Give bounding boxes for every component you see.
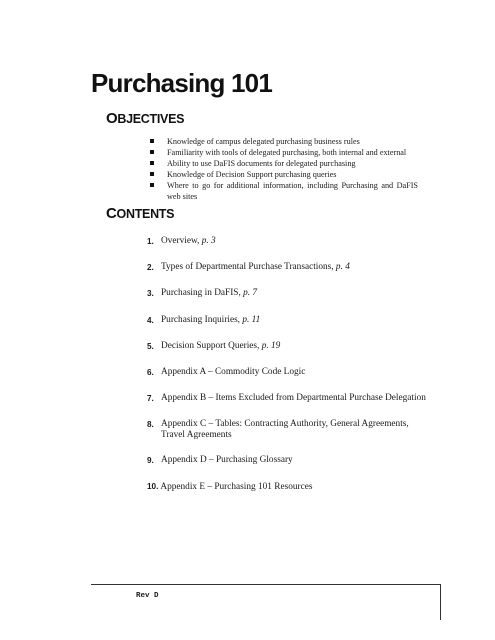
objective-item: Familiarity with tools of delegated purchasing, both internal and external [150,147,418,158]
toc-item-purchasing-dafis[interactable] [147,288,432,299]
toc-item-text: Appendix B – Items Excluded from Departmental Purchase Delegation [161,393,426,403]
toc-item-number: 7. [147,394,154,403]
footer-rule [91,584,441,585]
toc-item-decision-support[interactable] [147,341,432,352]
toc-item-text: Overview, [161,236,202,246]
toc-item-appendix-b[interactable] [147,393,432,404]
toc-item-number: 4. [147,316,154,325]
toc-item-text: Purchasing in DaFIS, [161,288,244,298]
toc-item-overview[interactable] [147,236,432,247]
toc-item-number: 5. [147,342,154,351]
toc-item-number: 3. [147,289,154,298]
toc-item-number: 8. [147,420,154,429]
toc-item-appendix-e[interactable] [147,481,432,493]
toc-item-text: Appendix D – Purchasing Glossary [161,455,293,465]
objectives-heading-rest: BJECTIVES [117,112,185,126]
toc-item-purchase-types[interactable] [147,262,432,273]
footer-rule-vertical [440,584,441,620]
toc-item-inquiries[interactable] [147,315,432,326]
contents-heading [106,205,174,222]
toc-item-page: p. 11 [242,315,261,325]
objective-item: Ability to use DaFIS documents for delegated purchasing [150,158,418,169]
toc-item-appendix-a[interactable] [147,367,432,378]
toc-item-text: Decision Support Queries, [161,341,262,351]
contents-heading-rest: ONTENTS [116,207,175,221]
toc-item-page: p. 19 [261,341,281,351]
toc-item-number: 1. [147,237,154,246]
square-bullet-icon [150,139,154,143]
objectives-list [150,136,418,202]
square-bullet-icon [150,183,154,187]
square-bullet-icon [150,150,154,154]
toc-item-text: Purchasing Inquiries, [161,315,243,325]
toc-item-text: Appendix C – Tables: Contracting Authority, General Agreements, Travel Agreements [161,419,409,440]
toc-item-text: Appendix A – Commodity Code Logic [161,367,306,377]
toc-item-number: 2. [147,263,154,272]
page-title: Purchasing 101 [91,68,272,98]
toc-item-appendix-c[interactable] [147,419,432,441]
toc-item-number: 9. [147,456,154,465]
square-bullet-icon [150,161,154,165]
contents-list [147,236,432,493]
objective-item: Knowledge of Decision Support purchasing queries [150,169,418,180]
toc-item-page: p. 7 [243,288,258,298]
toc-item-appendix-d[interactable] [147,455,432,466]
toc-item-text: Types of Departmental Purchase Transactions, [161,262,336,272]
footer-revision: Rev D [136,592,159,600]
contents-heading-cap: C [106,205,117,222]
toc-item-number: 10. [147,482,159,491]
objectives-heading [106,110,184,127]
square-bullet-icon [150,172,154,176]
objectives-heading-cap: O [106,110,118,127]
toc-item-page: p. 4 [335,262,350,272]
objective-item: Knowledge of campus delegated purchasing business rules [150,136,418,147]
toc-item-text: Appendix E – Purchasing 101 Resources [160,482,313,492]
toc-item-page: p. 3 [201,236,216,246]
toc-item-number: 6. [147,368,154,377]
objective-item: Where to go for additional information, including Purchasing and DaFIS web sites [150,180,418,202]
